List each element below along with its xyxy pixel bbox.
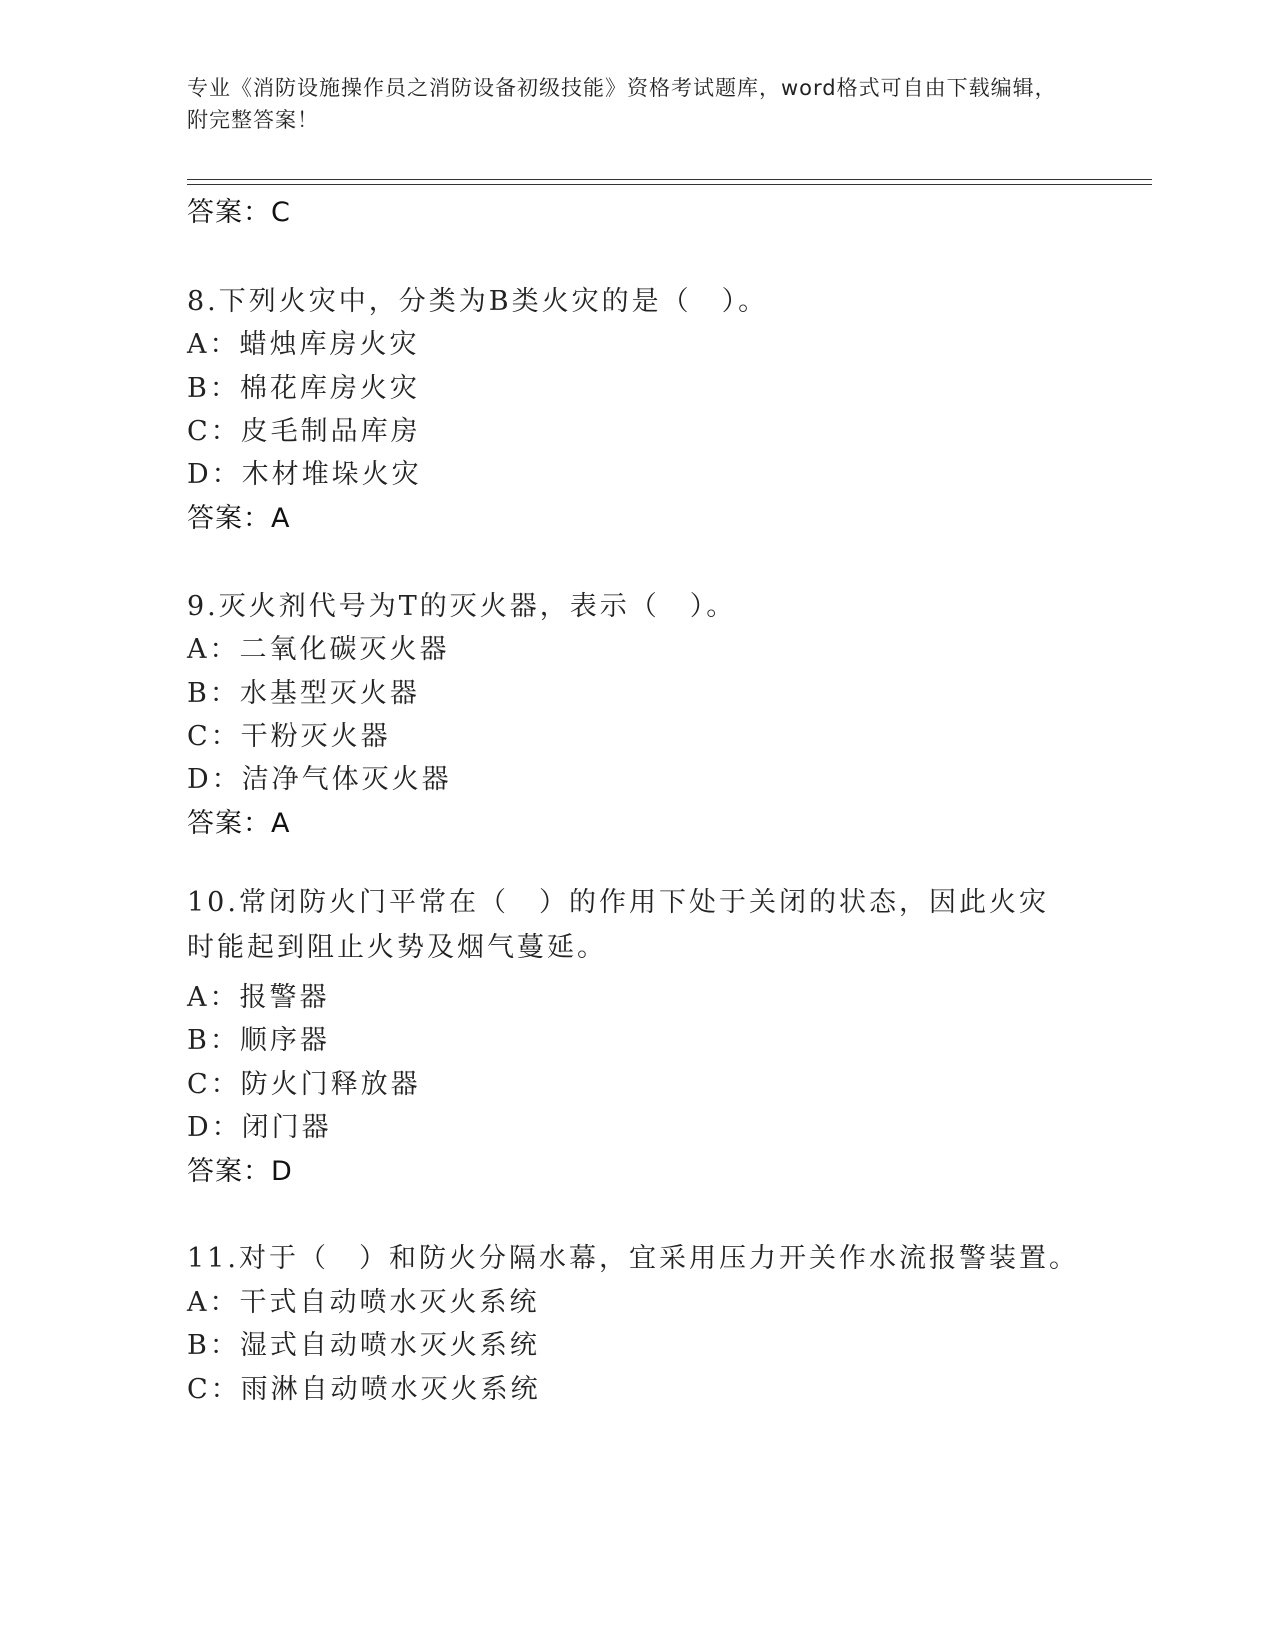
answer-q9: 答案：A (187, 808, 291, 839)
question-8-option-a: A：蜡烛库房火灾 (187, 329, 420, 360)
question-9-option-c: C：干粉灭火器 (187, 721, 391, 752)
question-9-option-d: D：洁净气体灭火器 (187, 764, 452, 795)
question-8-option-c: C：皮毛制品库房 (187, 416, 421, 447)
question-9-option-b: B：水基型灭火器 (187, 678, 420, 709)
question-10-stem (187, 880, 1067, 970)
answer-q7: 答案：C (187, 197, 291, 228)
question-10-option-d: D：闭门器 (187, 1112, 332, 1143)
question-11-stem: 11.对于（ ）和防火分隔水幕，宜采用压力开关作水流报警装置。 (187, 1243, 1079, 1274)
question-9-stem: 9.灭火剂代号为T的灭火器，表示（ ）。 (187, 591, 737, 622)
question-9-option-a: A：二氧化碳灭火器 (187, 634, 450, 665)
question-8-option-b: B：棉花库房火灾 (187, 373, 420, 404)
question-10-option-b: B：顺序器 (187, 1025, 330, 1056)
header-divider-bottom (187, 184, 1152, 185)
question-8-stem: 8.下列火灾中，分类为B类火灾的是（ ）。 (187, 286, 769, 317)
question-8-option-d: D：木材堆垛火灾 (187, 459, 422, 490)
question-11-option-b: B：湿式自动喷水灭火系统 (187, 1330, 540, 1361)
question-10-stem-text: 10.常闭防火门平常在（ ）的作用下处于关闭的状态，因此火灾时能起到阻止火势及烟气蔓延。 (187, 887, 1049, 963)
header-divider-top (187, 179, 1152, 180)
document-header: 专业《消防设施操作员之消防设备初级技能》资格考试题库，word格式可自由下载编辑，附完整答案！ (187, 76, 1057, 132)
question-10-option-a: A：报警器 (187, 982, 330, 1013)
question-11-option-a: A：干式自动喷水灭火系统 (187, 1287, 540, 1318)
question-10-option-c: C：防火门释放器 (187, 1069, 421, 1100)
answer-q10: 答案：D (187, 1156, 293, 1187)
answer-q8: 答案：A (187, 503, 291, 534)
question-11-option-c: C：雨淋自动喷水灭火系统 (187, 1374, 541, 1405)
